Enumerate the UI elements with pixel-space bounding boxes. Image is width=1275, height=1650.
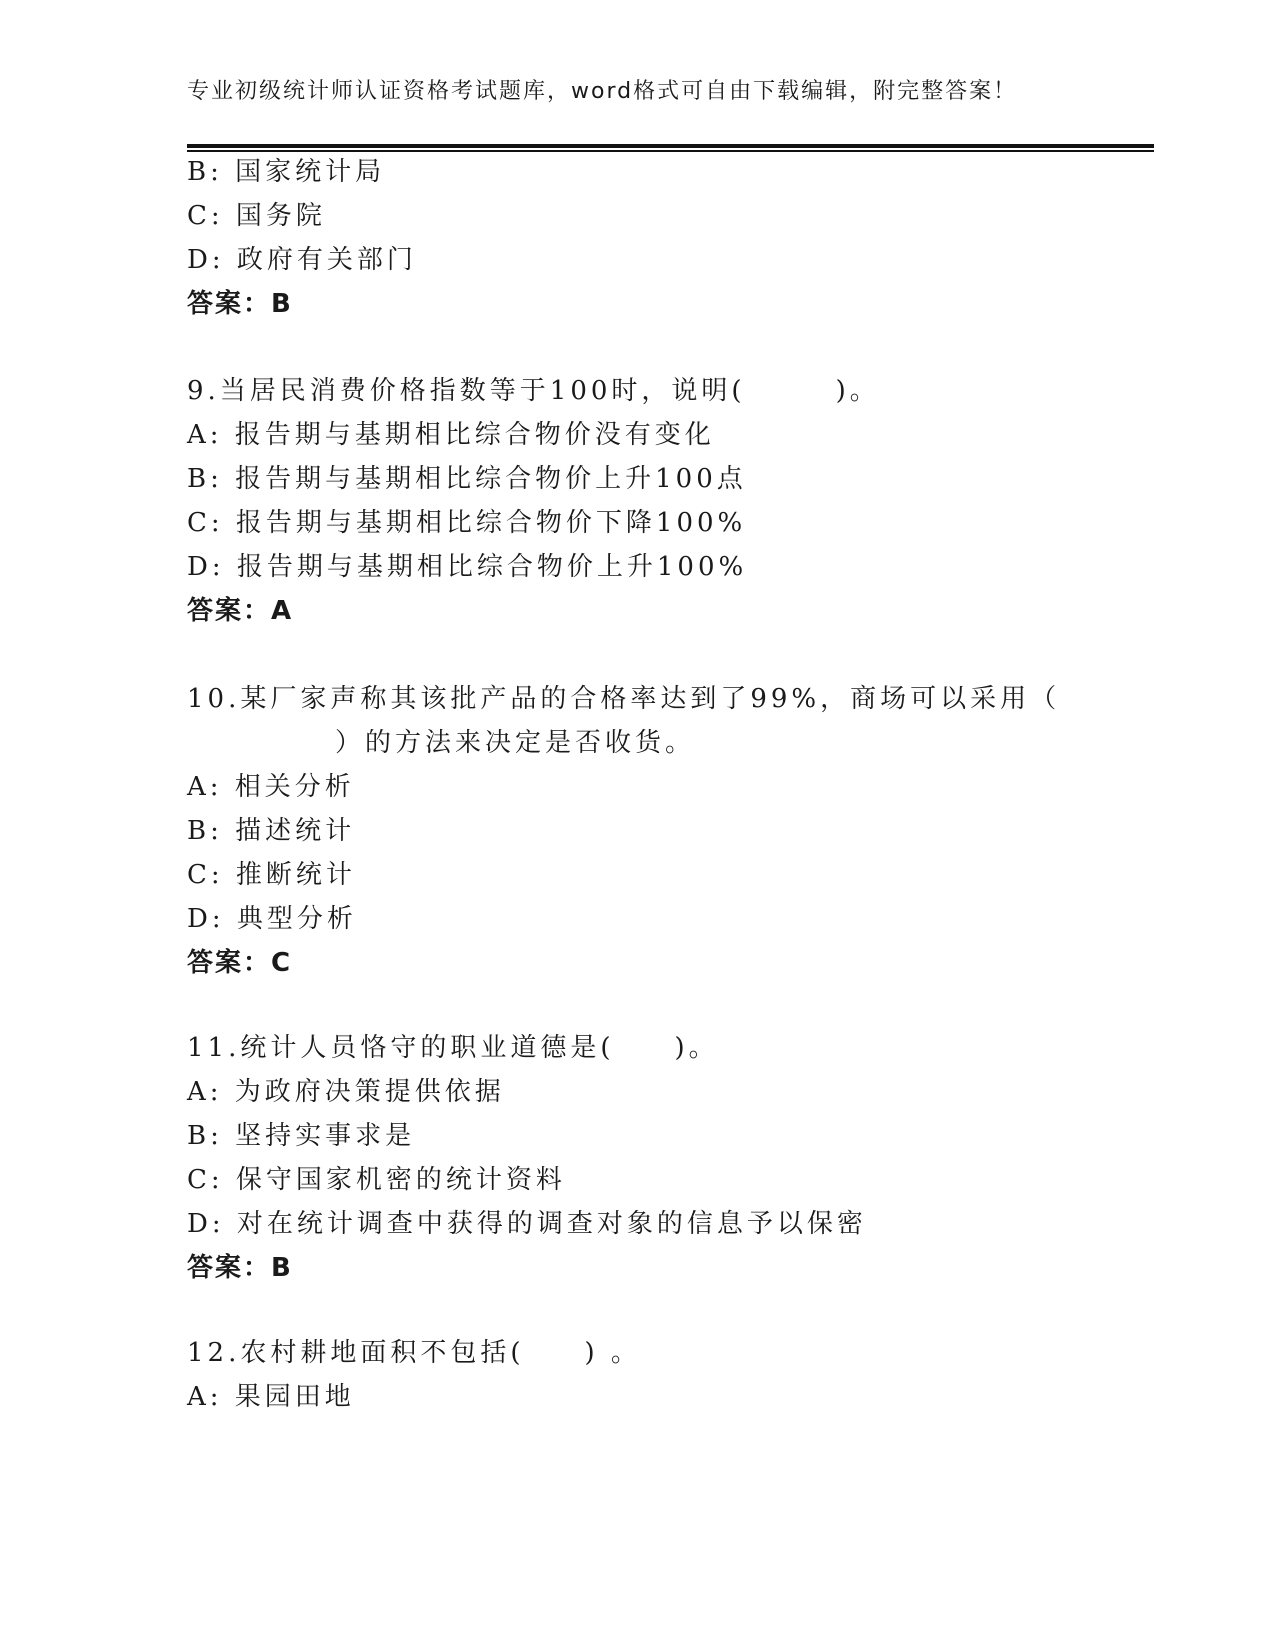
q11-answer: 答案：B xyxy=(187,1253,293,1283)
q12-question: 12.农村耕地面积不包括( ) 。 xyxy=(187,1338,641,1368)
q11-option-c: C: 保守国家机密的统计资料 xyxy=(187,1165,566,1195)
q10-option-b: B: 描述统计 xyxy=(187,816,356,846)
q11-question: 11.统计人员恪守的职业道德是( )。 xyxy=(187,1033,719,1063)
q9-option-b: B: 报告期与基期相比综合物价上升100点 xyxy=(187,464,747,494)
q9-option-c: C: 报告期与基期相比综合物价下降100% xyxy=(187,508,747,538)
q11-option-d: D: 对在统计调查中获得的调查对象的信息予以保密 xyxy=(187,1209,867,1239)
q11-option-b: B: 坚持实事求是 xyxy=(187,1121,416,1151)
q10-option-d: D: 典型分析 xyxy=(187,904,357,934)
header-rule-thin xyxy=(187,150,1154,152)
q8-answer: 答案：B xyxy=(187,289,293,319)
page-header: 专业初级统计师认证资格考试题库，word格式可自由下载编辑，附完整答案！ xyxy=(187,79,1018,104)
q10-question-line2: ）的方法来决定是否收货。 xyxy=(335,728,696,758)
q8-option-d: D: 政府有关部门 xyxy=(187,245,417,275)
q9-option-d: D: 报告期与基期相比综合物价上升100% xyxy=(187,552,748,582)
q11-option-a: A: 为政府决策提供依据 xyxy=(187,1077,505,1107)
q10-option-c: C: 推断统计 xyxy=(187,860,356,890)
q8-option-c: C: 国务院 xyxy=(187,201,326,231)
q9-question: 9.当居民消费价格指数等于100时，说明( )。 xyxy=(187,376,880,406)
q10-option-a: A: 相关分析 xyxy=(187,772,355,802)
q9-answer: 答案：A xyxy=(187,596,294,626)
q10-question-line1: 10.某厂家声称其该批产品的合格率达到了99%，商场可以采用（ xyxy=(187,684,1061,714)
q9-option-a: A: 报告期与基期相比综合物价没有变化 xyxy=(187,420,715,450)
header-rule-thick xyxy=(187,144,1154,148)
q12-option-a: A: 果园田地 xyxy=(187,1382,355,1412)
q10-answer: 答案：C xyxy=(187,948,293,978)
q8-option-b: B: 国家统计局 xyxy=(187,157,386,187)
